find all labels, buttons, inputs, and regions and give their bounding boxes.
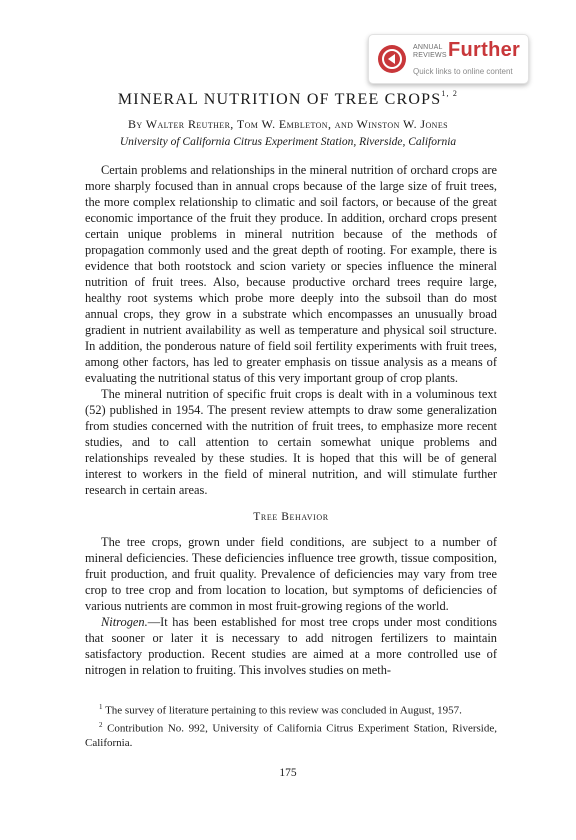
further-subtitle: Quick links to online content — [413, 67, 513, 76]
body-paragraph: The mineral nutrition of specific fruit crops is dealt with in a voluminous text (52) published in 1954. The present review attempts to draw some generalization from studies concerned with the nutrition of fruit trees, to emphasize more recent studies, and to call attention to certain somewhat unique problems and relationships revealed by these studies. It is hoped that this will be of general interest to workers in the field of mineral nutrition, and will stimulate further research in certain areas. — [85, 387, 497, 497]
article-authors: By Walter Reuther, Tom W. Embleton, and Winston W. Jones — [128, 117, 448, 131]
footnote — [85, 700, 497, 718]
paragraph-text: —It has been established for most tree crops under most conditions that sooner or later it is necessary to add nitrogen fertilizers to maintain satisfactory production. Recent studies are aimed at a more controlled use of nitrogen in relation to fruiting. This involves studies on meth- — [85, 615, 497, 677]
reviews-label: REVIEWS — [413, 51, 447, 59]
paragraph-lead: Nitrogen. — [101, 615, 148, 629]
footnote-text: Contribution No. 992, University of California Citrus Experiment Station, Riverside, California. — [85, 722, 497, 750]
body-paragraph: Certain problems and relationships in the mineral nutrition of orchard crops are more sharply focused than in annual crops because of the large size of fruit trees, the more complex relationship to climatic and soil factors, or because of the great economic importance of the fruit they produce. In addition, orchard crops present certain unique problems in mineral nutrition because of the methods of propagation commonly used and the great depth of rooting. For example, there is evidence that both rootstock and scion variety or species influence the mineral nutrition of fruit trees. Also, because productive orchard trees require large, healthy root systems which probe more deeply into the subsoil than do most annual crops, they grow in a substrate which encompasses an unusually broad gradient in nutrient availability as well as temperature and physical soil structure. In addition, the ponderous nature of field soil fertility experiments with fruit trees, among other factors, has led to greater emphasis on tissue analysis as a means of evaluating the nutritional status of this very important group of crop plants. — [85, 163, 497, 385]
footnote-mark: 1 — [99, 703, 103, 711]
footnote-text: The survey of literature pertaining to this review was concluded in August, 1957. — [105, 704, 462, 717]
title-footnote-marks[interactable]: 1, 2 — [441, 89, 459, 98]
play-icon — [378, 45, 406, 73]
article-title-text: MINERAL NUTRITION OF TREE CROPS — [117, 91, 442, 108]
article-affiliation: University of California Citrus Experiment Station, Riverside, California — [119, 136, 457, 148]
annual-label: ANNUAL — [413, 44, 443, 51]
footnotes — [85, 700, 497, 751]
body-paragraph: The tree crops, grown under field conditions, are subject to a number of mineral deficiencies. These deficiencies influence tree growth, tissue composition, fruit production, and fruit quality. Prevalence of deficiencies may vary from tree crop to tree crop and from location to location, but symptoms of deficiencies of various nutrients are common in most fruit-growing regions of the world. — [85, 535, 497, 613]
annual-reviews-label — [413, 44, 447, 59]
footnote-mark: 2 — [99, 721, 103, 730]
body-paragraph — [85, 614, 497, 678]
further-label: Further — [448, 39, 521, 61]
footnote — [85, 718, 497, 751]
section-heading: Tree Behavior — [253, 511, 329, 523]
article-title — [0, 91, 576, 109]
article-body — [85, 162, 497, 678]
annual-reviews-further-badge[interactable] — [368, 34, 529, 84]
page-number: 175 — [279, 767, 297, 779]
